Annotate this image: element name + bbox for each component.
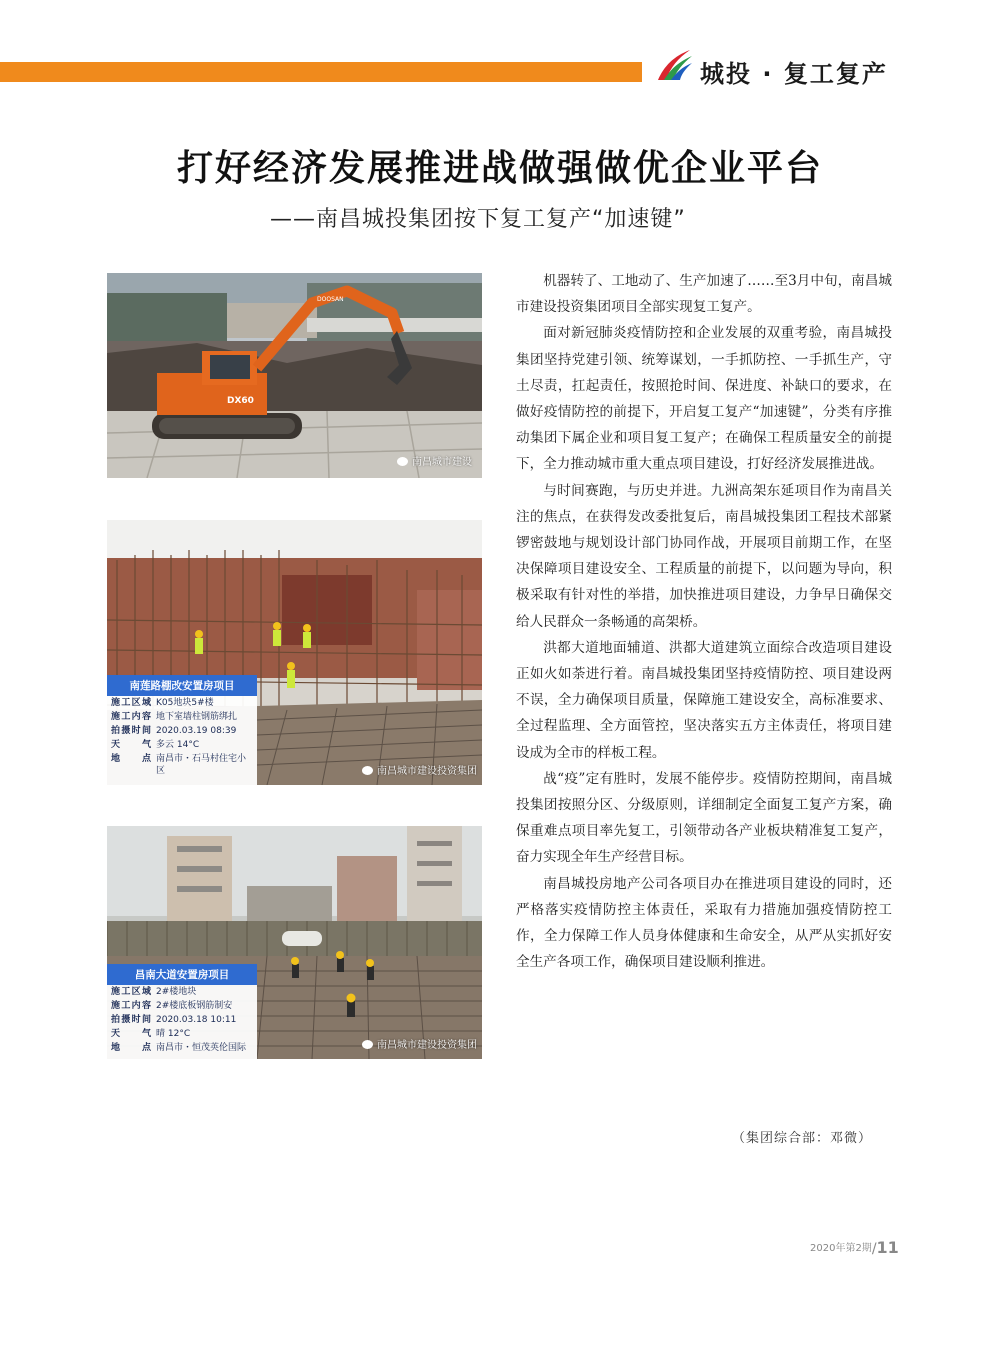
article-paragraph: 与时间赛跑，与历史并进。九洲高架东延项目作为南昌关注的焦点，在获得发改委批复后，南昌城投集团工程技术部紧锣密鼓地与规划设计部门协同作战，开展项目前期工作，在坚决保障项目建设安全、工程质量的前提下，以问题为导向，积极采取有针对性的举措，加快推进项目建设，力争早日确保交给人民群众一条畅通的高架桥。 bbox=[516, 482, 892, 630]
info-row: 天 气 多云 14°C bbox=[111, 740, 200, 750]
article-body bbox=[516, 268, 892, 975]
orange-header-bar bbox=[0, 62, 642, 82]
article-paragraph: 机器转了、工地动了、生产加速了……至3月中旬，南昌城市建设投资集团项目全部实现复工复产。 bbox=[516, 273, 892, 316]
photo-rebar-site bbox=[107, 520, 482, 785]
photo-foundation-site bbox=[107, 826, 482, 1059]
info-row: 拍摄时间 2020.03.19 08:39 bbox=[111, 726, 237, 736]
article-subtitle: ——南昌城投集团按下复工复产“加速键” bbox=[270, 207, 686, 232]
article-paragraph: 洪都大道地面辅道、洪都大道建筑立面综合改造项目建设正如火如荼进行着。南昌城投集团坚持疫情防控、项目建设两不误，全力确保项目质量，保障施工建设安全，高标准要求、全过程监理、全方面管控，坚决落实五方主体责任，将项目建设成为全市的样板工程。 bbox=[516, 639, 892, 761]
city-investment-logo-icon bbox=[654, 46, 694, 84]
excavator-brand-label: DOOSAN bbox=[317, 296, 344, 303]
project-name: 南莲路棚改安置房项目 bbox=[107, 675, 257, 696]
info-row: 施工区域 K05地块5#楼 bbox=[111, 698, 214, 708]
project-info-card bbox=[107, 675, 257, 785]
article-paragraph: 面对新冠肺炎疫情防控和企业发展的双重考验，南昌城投集团坚持党建引领、统筹谋划，一手抓防控、一手抓生产，守土尽责，扛起责任，按照抢时间、保进度、补缺口的要求，在做好疫情防控的前提下，开启复工复产“加速键”，分类有序推动集团下属企业和项目复工复产；在确保工程质量安全的前提下，全力推动城市重大重点项目建设，打好经济发展推进战。 bbox=[516, 325, 892, 473]
page-number: 11 bbox=[876, 1238, 899, 1257]
article-byline: （集团综合部：邓微） bbox=[732, 1131, 873, 1146]
article-title: 打好经济发展推进战做强做优企业平台 bbox=[176, 148, 823, 189]
info-row: 天 气 晴 12°C bbox=[111, 1029, 191, 1039]
article-paragraph: 战“疫”定有胜时，发展不能停步。疫情防控期间，南昌城投集团按照分区、分级原则，详细制定全面复工复产方案，确保重难点项目率先复工，引领带动各产业板块精准复工复产，奋力实现全年生产经营目标。 bbox=[516, 770, 892, 866]
article-paragraph: 南昌城投房地产公司各项目办在推进项目建设的同时，还严格落实疫情防控主体责任，采取有力措施加强疫情防控工作，全力保障工作人员身体健康和生命安全，从严从实抓好安全生产各项工作，确保项目建设顺利推进。 bbox=[516, 875, 892, 971]
info-row: 施工区域 2#楼地块 bbox=[111, 987, 197, 997]
info-row: 拍摄时间 2020.03.18 10:11 bbox=[111, 1015, 237, 1025]
info-row: 地 点 南昌市・石马村住宅小区 bbox=[111, 754, 247, 776]
info-row: 施工内容 2#楼底板钢筋制安 bbox=[111, 1001, 233, 1011]
issue-label: 2020年第2期 bbox=[810, 1243, 872, 1254]
info-row: 施工内容 地下室墙柱钢筋绑扎 bbox=[111, 712, 238, 722]
footer-separator: / bbox=[871, 1241, 877, 1257]
project-info-card bbox=[107, 964, 257, 1059]
excavator-model-label: DX60 bbox=[227, 396, 254, 406]
photo-excavator bbox=[107, 273, 482, 478]
wechat-icon bbox=[362, 1040, 373, 1049]
photo-2-watermark: 南昌城市建设投资集团 bbox=[362, 762, 477, 777]
project-name: 昌南大道安置房项目 bbox=[107, 964, 257, 985]
photo-1-watermark: 南昌城市建设 bbox=[397, 453, 472, 468]
wechat-icon bbox=[362, 766, 373, 775]
page-footer bbox=[810, 1238, 899, 1257]
section-title: 城投 · 复工复产 bbox=[700, 60, 888, 88]
photo-3-watermark: 南昌城市建设投资集团 bbox=[362, 1036, 477, 1051]
info-row: 地 点 南昌市・恒茂英伦国际 bbox=[111, 1043, 247, 1053]
wechat-icon bbox=[397, 457, 408, 466]
